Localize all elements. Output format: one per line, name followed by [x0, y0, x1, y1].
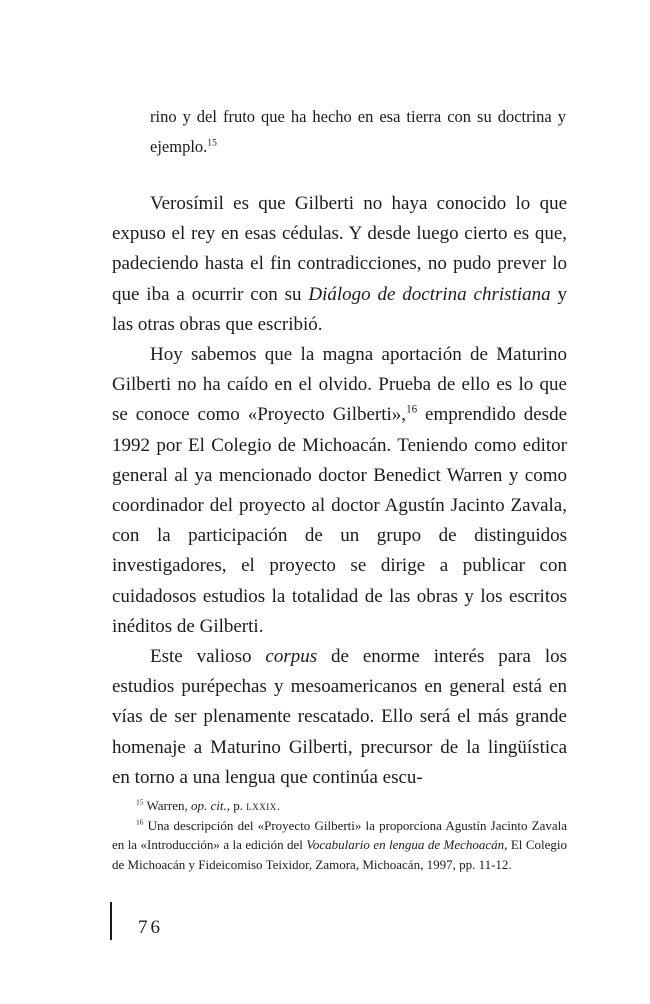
paragraph-3-text-b: de enorme interés para los estudios purépechas y mesoamericanos en general está en vías de ser plenamente rescatado. Ello será el más grande homenaje a Maturino Gilberti, precursor de la lingüística en torno a una lengua que continúa escu-: [112, 646, 567, 788]
footnote-15-italic: op. cit.,: [190, 798, 230, 813]
footnote-ref-15[interactable]: 15: [207, 137, 217, 149]
footnote-15: [112, 796, 567, 816]
footnote-ref-16[interactable]: 16: [406, 404, 418, 417]
book-title-italic: Diálogo de doctrina christiana: [308, 283, 551, 305]
main-text: [112, 189, 567, 793]
paragraph-1-text-b: y las otras obras que escribió.: [112, 283, 567, 335]
page-number: 76: [138, 917, 163, 938]
paragraph-1: [112, 189, 567, 340]
footnotes: [112, 796, 567, 874]
footnote-15-page-numeral: lxxix: [246, 798, 277, 813]
footnote-16-italic: Vocabulario en lengua de Mechoacán,: [306, 837, 508, 852]
footnote-16: [112, 816, 567, 875]
paragraph-2-text-b: emprendido desde 1992 por El Colegio de Michoacán. Teniendo como editor general al ya mencionado doctor Benedict Warren y como coordinador del proyecto al doctor Agustín Jacinto Zavala, con la participación de un grupo de distinguidos investigadores, el proyecto se dirige a publicar con cuidadosos estudios la totalidad de las obras y los escritos inéditos de Gilberti.: [112, 404, 568, 637]
paragraph-2-text-a: Hoy sabemos que la magna aportación de Maturino Gilberti no ha caído en el olvido. Prueba de ello es lo que se conoce como «Proyecto Gilberti»,: [112, 344, 567, 426]
block-quote: [150, 102, 566, 162]
folio-rule: [110, 902, 112, 940]
corpus-italic: corpus: [265, 646, 318, 668]
quote-text: rino y del fruto que ha hecho en esa tierra con su doctrina y ejemplo.: [150, 107, 566, 156]
footnote-15-text-b: p.: [229, 798, 247, 813]
paragraph-3-text-a: Este valioso: [150, 646, 266, 668]
footnote-16-text-b: El Colegio de Michoacán y Fideicomiso Teixidor, Zamora, Michoacán, 1997, pp. 11-12.: [112, 837, 568, 872]
footnote-16-text-a: Una descripción del «Proyecto Gilberti» la proporciona Agustín Jacinto Zavala en la «Introducción» a la edición del: [112, 817, 567, 852]
paragraph-3: [112, 642, 567, 793]
footnote-15-text-a: Warren,: [143, 798, 191, 813]
footnote-15-text-c: .: [276, 798, 280, 813]
paragraph-2: [112, 340, 567, 642]
footnote-15-number: 15: [136, 797, 144, 807]
footnote-16-number: 16: [136, 817, 144, 827]
paragraph-1-text-a: Verosímil es que Gilberti no haya conocido lo que expuso el rey en esas cédulas. Y desde luego cierto es que, padeciendo hasta el fin contradicciones, no pudo prever lo que iba a ocurrir con su: [112, 193, 567, 305]
